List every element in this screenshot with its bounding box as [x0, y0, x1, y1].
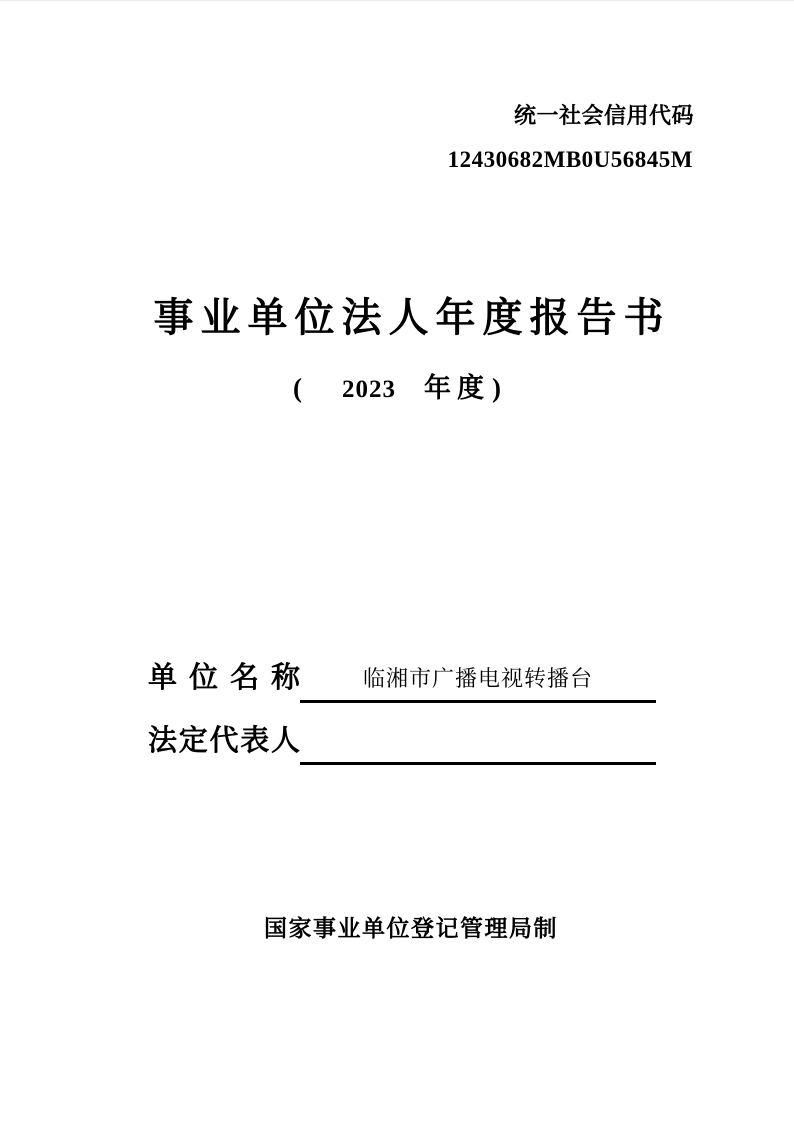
legal-representative-label: 法定代表人	[148, 725, 300, 757]
unit-name-label: 单位名称	[148, 662, 300, 694]
unified-social-credit-code-label: 统一社会信用代码	[513, 103, 694, 128]
issuing-authority-note: 国家事业单位登记管理局制	[264, 916, 558, 941]
open-paren: (	[293, 373, 302, 403]
unified-social-credit-code-value: 12430682MB0U56845M	[447, 147, 693, 172]
unit-name-underline	[300, 700, 656, 703]
year-period-label: 年度	[424, 373, 490, 403]
legal-representative-underline	[300, 762, 656, 765]
unit-name-value: 临湘市广播电视转播台	[362, 666, 593, 691]
report-year-line	[0, 375, 794, 402]
report-title: 事业单位法人年度报告书	[153, 296, 671, 340]
close-paren: )	[492, 373, 501, 403]
report-year: 2023	[342, 376, 396, 403]
